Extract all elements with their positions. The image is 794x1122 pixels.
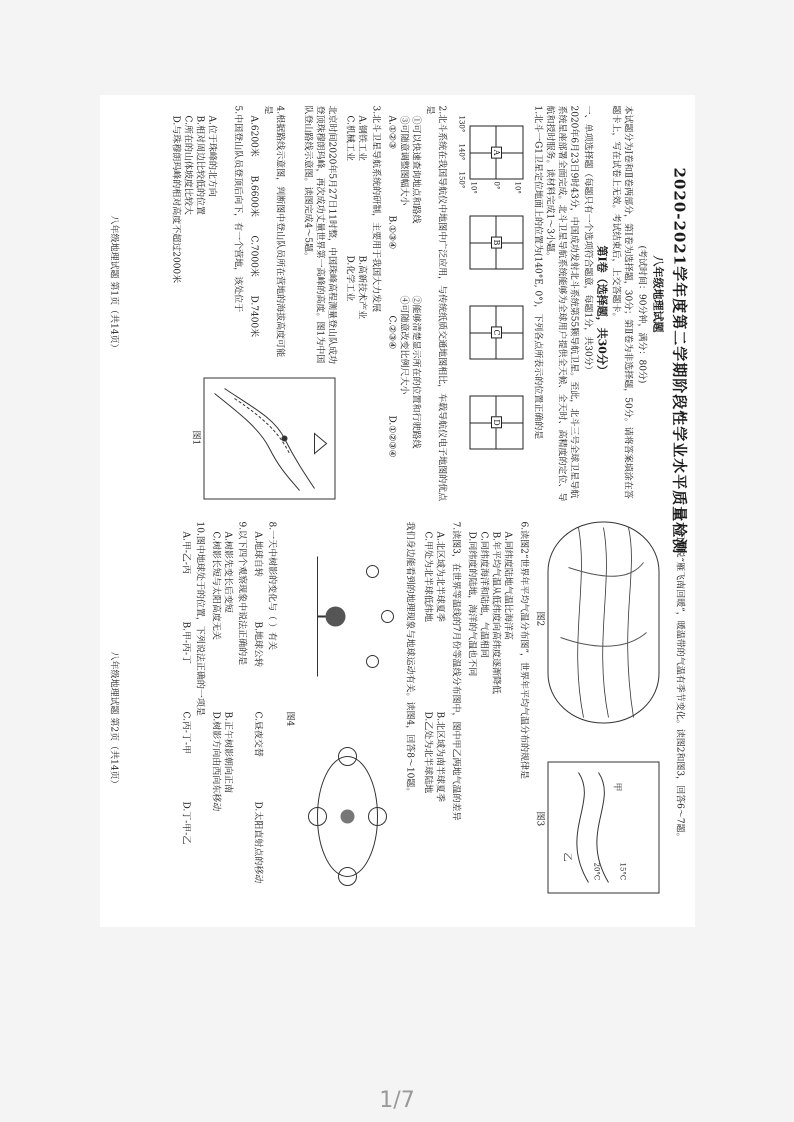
grid-lat-1: 10° bbox=[513, 181, 521, 194]
q5-opt-d: D.与珠穆朗玛峰的相对高度不超过2000米 bbox=[170, 115, 180, 283]
q2-answer-c: C.②③④ bbox=[386, 315, 396, 349]
q2-answer-d: D.①②③④ bbox=[386, 415, 396, 458]
figure-2-world-map bbox=[547, 521, 659, 723]
q5-text: 5.中国登山队员登顶后向下，有一个营地，该处位于 bbox=[232, 105, 242, 312]
q4-opt-a: A.6200米 bbox=[248, 115, 258, 157]
q7-opt-d: D.乙处为北半球陆地 bbox=[422, 711, 432, 793]
page-right bbox=[100, 511, 695, 927]
q9-text: 9.以下四个观察现象中说法正确的是 bbox=[236, 521, 246, 665]
q1-intro: 2020年6月23日9时43分，中国成功发射北斗系统第55颗导航卫星。至此，北斗三号全球卫星导航系统星座部署全面完成。北斗卫星导航系统能够为全球用户提供全天候、全天时、高精度的定位、导航和授时服务。读材料完成1～3小题。 bbox=[544, 105, 578, 502]
q7-text: 7.读图3，在世界等温线的7月份等温线分布图中，图中甲乙两地气温的差异 bbox=[450, 521, 460, 821]
q3-opt-d: D.化学工业 bbox=[344, 255, 354, 301]
section-1-title: 第Ⅰ卷（选择题，共30分） bbox=[595, 245, 608, 376]
grid-lon-1: 130° bbox=[457, 115, 465, 132]
q3-opt-a: A.钢铁工业 bbox=[356, 115, 366, 161]
q6-opt-a: A.同纬度陆地气温比海洋高 bbox=[502, 531, 512, 640]
tree-sun-graphic bbox=[297, 551, 397, 681]
exam-title: 2020-2021学年度第二学期阶段性学业水平质量检测 bbox=[670, 167, 688, 554]
q9-opt-c: C.树影长短与太阳高度无关 bbox=[210, 531, 220, 640]
q8-intro: 我们身边能看到的地理现象与地球运动有关。读图4，回答8～10题。 bbox=[404, 521, 414, 796]
isotherm-curve-graphic bbox=[548, 762, 658, 892]
exam-subtitle: 八年级地理试题 bbox=[651, 255, 664, 332]
q4-intro: 北京时间2020年5月27日11时整，中国珠峰高程测量登山队成功登顶珠穆朗玛峰，再次成功丈量世界第一高峰的高度。图1为中国队登山路线示意图。读图完成4～5题。 bbox=[302, 105, 336, 364]
q2-opt-1: ①可以快速查询地点和路线 bbox=[410, 115, 420, 224]
grid-lat-3: 10° bbox=[469, 181, 477, 194]
figure-1-label: 图1 bbox=[190, 430, 200, 445]
q9-opt-d: D.树影方向由西向东移动 bbox=[210, 711, 220, 811]
q4-opt-c: C.7000米 bbox=[248, 235, 258, 277]
q6-opt-c: C.同纬度海洋和陆地，气温相同 bbox=[478, 531, 488, 658]
q7-opt-a: A.北区域为北半球夏季 bbox=[434, 531, 444, 622]
q8-opt-a: A.地球自转 bbox=[252, 531, 262, 577]
q8-opt-b: B.地球公转 bbox=[252, 621, 262, 667]
q2-opt-2: ②能够清楚显示所在的位置和行驶路线 bbox=[410, 295, 420, 449]
q8-text: 8.一天中树影的变化与（ ）有关 bbox=[266, 521, 276, 650]
fig3-mark-15c: 15°C bbox=[618, 862, 626, 880]
q10-opt-d: D.丁-甲-乙 bbox=[180, 801, 190, 844]
q2-answer-b: B.①③④ bbox=[386, 215, 396, 249]
grid-lon-3: 150° bbox=[457, 171, 465, 188]
grid-label-c: C bbox=[491, 326, 502, 338]
q10-text: 10.图中地球处于的位置，下列说法正确的一项是 bbox=[194, 521, 204, 716]
q6-intro: 人们常说“雁飞南回暖”，暖温带的气温有季节变化。读图2和图3，回答6～7题。 bbox=[674, 521, 684, 842]
q5-opt-c: C.所在的山体坡度比较大 bbox=[182, 115, 192, 215]
q2-opt-3: ③可随意调整图幅大小 bbox=[398, 115, 408, 206]
time-note: (考试时间：90分钟，满分：80分) bbox=[636, 245, 646, 383]
grid-lat-2: 0° bbox=[492, 181, 500, 189]
q9-opt-b: B.正午树影朝向正南 bbox=[222, 711, 232, 793]
q5-opt-a: A.位于珠峰的北方向 bbox=[206, 115, 216, 197]
figure-2-label: 图2 bbox=[534, 611, 544, 626]
figure-4-tree-shadow bbox=[297, 551, 397, 681]
q2-text: 2.北斗系统在我国导航仪中地图中广泛应用，与传统纸质交通地图相比，车载导航仪电子地图的优点是 bbox=[424, 105, 446, 501]
q3-opt-b: B.高新技术产业 bbox=[356, 255, 366, 319]
q5-opt-b: B.相对周边比较低的位置 bbox=[194, 115, 204, 215]
q3-text: 3.北斗卫星导航系统的研制，主要用于我国大力发展 bbox=[370, 105, 380, 312]
fig3-mark-20c: 20°C bbox=[592, 862, 600, 880]
rotated-scan bbox=[100, 95, 695, 927]
grid-lon-2: 140° bbox=[457, 143, 465, 160]
footer-right: 八年级地理试题 第2页（共14页） bbox=[108, 651, 118, 789]
q6-opt-d: D.同纬度的陆地，海洋的气温也不同 bbox=[466, 531, 476, 676]
q10-opt-c: C.丙-丁-甲 bbox=[180, 711, 190, 754]
q8-opt-d: D.太阳直射点的移动 bbox=[252, 801, 262, 883]
q10-opt-b: B.甲-丙-丁 bbox=[180, 621, 190, 664]
figure-3-isotherm bbox=[547, 761, 659, 893]
q7-opt-b: B.北区域为南半球夏季 bbox=[434, 711, 444, 802]
instructions: 本试题分为Ⅰ卷和Ⅱ卷两部分，第Ⅰ卷为选择题，30分；第Ⅱ卷为非选择题，50分。请将答案填涂在答题卡上，写在试卷上无效。考试结束后，上交答题卡。 bbox=[610, 105, 632, 499]
earth-orbit-graphic bbox=[297, 741, 397, 891]
grid-c bbox=[469, 305, 523, 359]
world-isotherm-graphic bbox=[548, 522, 658, 722]
q8-opt-c: C.昼夜交替 bbox=[252, 711, 262, 757]
q2-opt-4: ④可随意改变比例尺大小 bbox=[398, 295, 408, 395]
page-indicator: 1/7 bbox=[379, 1088, 415, 1113]
q7-opt-c: C.甲处为北半球低纬地 bbox=[422, 531, 432, 622]
grid-label-a: A bbox=[491, 146, 502, 158]
q4-opt-b: B.6600米 bbox=[248, 175, 258, 217]
grid-d bbox=[469, 395, 523, 449]
q4-text: 4.根据路线示意图，判断图中登山队员所在营地的海拔高度可能是 bbox=[262, 105, 284, 357]
grid-b bbox=[469, 215, 523, 269]
exam-page bbox=[100, 95, 695, 927]
contour-map-graphic bbox=[204, 378, 334, 498]
q1-text: 1.北斗一G1卫星定位地面上的位置为(140°E, 0°)，下列各点所表示的位置正确的是 bbox=[532, 105, 542, 439]
part-1-title: 一、单项选择题（每题只有一个选项符合题意，每题1分，共30分） bbox=[582, 105, 592, 375]
q9-opt-a: A.树影先变长后变短 bbox=[222, 531, 232, 613]
grid-label-d: D bbox=[491, 416, 502, 428]
figure-1-route-map bbox=[203, 377, 335, 499]
figure-3-label: 图3 bbox=[534, 811, 544, 826]
q6-text: 6.读图2“世界年平均气温分布图”，世界年平均气温分布的规律是 bbox=[518, 521, 528, 779]
grid-label-b: B bbox=[491, 236, 502, 248]
figure-4-label: 图4 bbox=[284, 711, 294, 726]
fig3-mark-jia: 甲 bbox=[611, 782, 621, 792]
q4-opt-d: D.7400米 bbox=[248, 295, 258, 337]
grid-a bbox=[469, 125, 523, 179]
figure-4-earth-orbit bbox=[297, 741, 397, 891]
q10-opt-a: A.甲-乙-丙 bbox=[180, 531, 190, 574]
fig3-mark-yi: 乙 bbox=[561, 852, 571, 862]
q6-opt-b: B.年平均气温从低纬度向高纬度逐渐降低 bbox=[490, 531, 500, 694]
footer-left: 八年级地理试题 第1页（共14页） bbox=[108, 215, 118, 353]
q2-answer-a: A.①②③ bbox=[386, 115, 396, 149]
q3-opt-c: C.机械工业 bbox=[344, 115, 354, 161]
